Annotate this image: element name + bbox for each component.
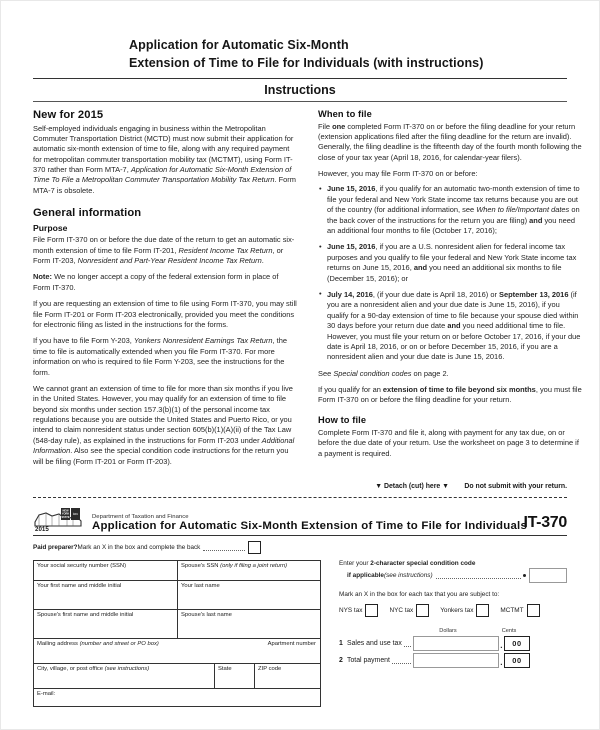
form-header-text (92, 514, 528, 533)
wtf-text-a: File (318, 121, 333, 131)
field-city[interactable] (34, 664, 214, 688)
purpose-italic-2: Nonresident and Part-Year Resident Income Tax Return (77, 256, 262, 266)
field-spouse-first-name[interactable] (34, 610, 177, 638)
qualify-bold: extension of time to file beyond six months (382, 385, 536, 395)
payment-section (339, 628, 530, 668)
line-label-sales-use-tax: Sales and use tax (347, 640, 402, 648)
bullet-1-bold-and: and (529, 215, 543, 225)
money-column-headers (339, 628, 530, 634)
purpose-text-c: . (261, 256, 264, 266)
bullet-3-text-c: you need additional time to file. However, you must file your return on or before October 17, 2016, if your due date is April 18, 2016, or on or before December 15, 2016, if you are a nonresident alien and your due date is June 15, 2016. (327, 321, 581, 362)
checkbox-yonkers-tax[interactable] (476, 604, 489, 617)
bullet-1-italic: When to file/Important dates (476, 205, 570, 215)
field-label-spouse-first-name: Spouse's first name and middle initial (37, 612, 134, 619)
dashed-cut-line (33, 497, 567, 498)
field-spouse-ssn[interactable] (177, 561, 320, 580)
form-title: Application for Automatic Six-Month Extension of Time to File for Individuals (92, 520, 528, 533)
new-for-italic-1: Application for Automatic Six-Month Extension of Time To File a Metropolitan Commuter Transportation Mobility Tax Return (33, 165, 292, 185)
detach-cut-here-label: ▼ Detach (cut) here ▼ (375, 483, 449, 491)
bullet-1-date: June 15, 2016 (327, 184, 376, 194)
purpose-text-b: , or Form IT-203, (33, 245, 284, 266)
see-scc-text-a: See (318, 368, 334, 378)
field-your-last-name[interactable] (177, 581, 320, 609)
line-item-sales-use-tax (339, 636, 530, 651)
qualify-text-b: , you must file Form IT-370 on or before the filing deadline for your return. (318, 385, 582, 405)
tax-label-nys: NYS tax (339, 607, 363, 615)
form-right-panel (321, 560, 567, 668)
taxpayer-fields-grid (33, 560, 321, 707)
bullet-2-text-a: , if you are a U.S. nonresident alien for federal income tax purposes and you qualify to file your federal and New York State income tax returns on June 15, 2016, (327, 242, 577, 273)
table-row (34, 664, 320, 689)
purpose-italic-1: Resident Income Tax Return (178, 245, 273, 255)
checkbox-mctmt[interactable] (527, 604, 540, 617)
instructions-divider (33, 101, 567, 102)
field-label-spouse-ssn: Spouse's SSN (181, 563, 221, 570)
field-your-first-name[interactable] (34, 581, 177, 609)
paragraph-when-to-file (318, 122, 582, 164)
field-label-apartment-number: Apartment number (267, 641, 316, 648)
bullet-dot-icon (523, 574, 526, 577)
leader-dots (203, 543, 245, 551)
y203-text-b: , the time to file is automatically extended when you file Form IT-370. For more information on who is required to file Form Y-203, see the instructions for the form. (33, 336, 287, 377)
beyond-text-b: . Also see the special condition code instructions for the return you will be filing (Form IT-201 or Form IT-203). (33, 446, 289, 466)
decimal-point: . (500, 641, 503, 651)
special-condition-line2 (339, 568, 567, 583)
table-row (34, 581, 320, 610)
field-spouse-last-name[interactable] (177, 610, 320, 638)
heading-how-to-file: How to file (318, 414, 367, 425)
paid-preparer-row (33, 541, 567, 554)
form-number-badge: IT-370 (523, 514, 567, 532)
see-scc-text-b: on page 2. (411, 368, 449, 378)
page-title (33, 37, 567, 73)
beyond-text-a: We cannot grant an extension of time to file for more than six months if you live in the United States. However, you may qualify for an extension of time to file beyond six months under section 157.3(b)(1) of the personal income tax regulations because you are outside the United States and Puerto Rico, or you intend to claim nonresident status under section 605(b)(1)(A)(ii) of the Tax Law (548-day rule), as explained in the instructions for Form IT-203 under (33, 383, 293, 445)
tax-checkbox-mctmt[interactable] (500, 604, 539, 617)
instructions-columns (33, 108, 582, 474)
svg-text:NEW: NEW (62, 509, 69, 513)
heading-general-information: General information (33, 207, 142, 220)
table-row (34, 639, 320, 664)
paragraph-new-for-2015 (33, 124, 297, 197)
checkbox-nys-tax[interactable] (365, 604, 378, 617)
tax-label-nyc: NYC tax (389, 607, 414, 615)
paid-preparer-checkbox[interactable] (248, 541, 261, 554)
field-zip-code[interactable] (254, 664, 320, 688)
y203-italic: Yonkers Nonresident Earnings Tax Return (133, 336, 273, 346)
purpose-text-a: File Form IT-370 on or before the due date of the return to get an automatic six-month extension of time to file Form IT-201, (33, 235, 295, 255)
special-condition-line1 (339, 560, 567, 567)
bullet-1-text-b: on the back cover of the instructions for the return you are filing) (327, 205, 580, 225)
paragraph-purpose (33, 235, 297, 266)
see-scc-italic: Special condition codes (333, 368, 412, 378)
field-mailing-address[interactable] (34, 639, 320, 663)
y203-text-a: If you have to file Form Y-203, (33, 336, 134, 346)
leader-dots (392, 656, 411, 664)
field-label-email: E-mail: (37, 691, 56, 698)
list-item (318, 242, 582, 284)
scc-if-applicable: if applicable (347, 572, 384, 580)
bullet-3-text-a: , (if your due date is April 18, 2016) or (372, 289, 499, 299)
tax-checkbox-nys[interactable] (339, 604, 378, 617)
field-label-your-first-name: Your first name and middle initial (37, 583, 122, 590)
field-label-zip-code: ZIP code (258, 666, 282, 673)
bullet-1-text-a: , if you qualify for an automatic two-month extension of time to file your federal and New York State income tax returns because you are out of the country (for additional information, see (327, 184, 580, 215)
mark-x-instruction: Mark an X in the box for each tax that you are subject to: (339, 591, 500, 599)
table-row (34, 689, 320, 706)
note-text: We no longer accept a copy of the federal extension form in place of Form IT-370. (33, 272, 279, 292)
field-state[interactable] (214, 664, 254, 688)
paragraph-y203 (33, 336, 297, 378)
wtf-text-b: completed Form IT-370 on or before the filing deadline for your return (extension applications filed after the filing deadline for the return are invalid). Generally, the filing deadline is the fifteenth day of the fourth month following the close of your tax year (April 18, 2016, for calendar-year filers). (318, 121, 582, 162)
bullet-1-text-c: you need an additional four months to file (October 17, 2016); (327, 215, 576, 236)
field-label-spouse-ssn-note: (only if filing a joint return) (220, 563, 288, 570)
field-label-city: City, village, or post office (37, 666, 105, 673)
bullet-3-bold-and: and (447, 321, 461, 331)
tax-label-yonkers: Yonkers tax (440, 607, 474, 615)
column-header-dollars: Dollars (439, 628, 457, 635)
list-item (318, 184, 582, 236)
decimal-point: . (500, 658, 503, 668)
field-label-mailing-address-note: (number and street or PO box) (79, 641, 159, 648)
special-condition-code-block (339, 560, 567, 583)
tax-type-checkboxes (339, 604, 567, 617)
wtf-bold-one: one (332, 121, 346, 131)
form-header-divider (33, 535, 567, 536)
document-title-block (33, 1, 567, 102)
column-header-cents: Cents (501, 628, 517, 635)
paragraph-beyond-six-months (33, 384, 297, 467)
heading-new-for-2015: New for 2015 (33, 108, 104, 121)
it370-form (33, 506, 567, 707)
right-instruction-column (318, 109, 582, 466)
paragraph-electronic-filing: If you are requesting an extension of time to file using Form IT-370, you may still file Form IT-201 or Form IT-203 electronically, provided you meet the conditions for electronic filing as listed in the instructions for the forms. (33, 299, 297, 329)
field-label-your-last-name: Your last name (181, 583, 220, 590)
table-row (34, 561, 320, 581)
tax-checkbox-yonkers[interactable] (440, 604, 489, 617)
svg-text:YORK: YORK (61, 512, 70, 516)
bullet-3-text-b: (if you are a nonresident alien and your due date is June 15, 2016), if you qualify for a 90-day extension of time to file because your spouse died within 30 days before your return due date (327, 289, 579, 331)
bullet-2-bold-and: and (413, 263, 428, 273)
left-instruction-column (33, 109, 297, 474)
svg-text:2015: 2015 (35, 526, 49, 533)
paid-preparer-label: Paid preparer? (33, 544, 78, 552)
bullet-3-date-1: July 14, 2016 (327, 289, 373, 299)
field-label-mailing-address: Mailing address (37, 641, 80, 648)
doc-title-line2: Extension of Time to File for Individuals (with instructions) (129, 55, 484, 70)
do-not-submit-label: Do not submit with your return. (464, 483, 567, 491)
new-york-state-logo-icon (33, 506, 85, 532)
line-label-total-payment: Total payment (347, 657, 390, 665)
scc-bold: 2-character special condition code (370, 560, 476, 568)
new-for-body-1: Self-employed individuals engaging in business within the Metropolitan Commuter Transportation District (MCTD) must now submit their application for automatic six-month extension of time to file, along with any required payment for metropolitan commuter transportation mobility tax (MCTMT), using Form IT-370 rather than Form MTA-7, (33, 123, 294, 175)
heading-when-to-file: When to file (318, 108, 372, 119)
line-number-2: 2 (339, 657, 343, 665)
paragraph-qualify-beyond (318, 385, 582, 406)
scc-see-instructions: (see instructions) (383, 572, 433, 580)
paragraph-how-to-file: Complete Form IT-370 and file it, along with payment for any tax due, on or before the due date of your return. Use the worksheet on page 3 to determine if a payment is required. (318, 427, 579, 458)
svg-text:tax: tax (73, 511, 78, 517)
input-sales-use-tax-dollars[interactable] (413, 636, 499, 651)
qualify-text-a: If you qualify for an (318, 385, 383, 395)
field-your-ssn[interactable] (34, 561, 177, 580)
when-to-file-bullets (318, 184, 582, 362)
note-label: Note: (33, 272, 53, 282)
detach-separator (33, 483, 567, 498)
field-label-state: State (218, 666, 232, 673)
field-label-spouse-last-name: Spouse's last name (181, 612, 232, 619)
paragraph-note (33, 272, 297, 293)
input-total-payment-cents[interactable]: 00 (504, 653, 530, 668)
scc-text-a: Enter your (339, 560, 371, 568)
doc-title-line1: Application for Automatic Six-Month (129, 38, 349, 52)
field-email[interactable] (34, 689, 320, 706)
leader-dots (404, 639, 411, 647)
leader-dots (436, 571, 521, 579)
table-row (34, 610, 320, 639)
bullet-3-date-2: September 13, 2016 (499, 289, 569, 299)
beyond-italic: Additional Information (33, 435, 295, 456)
form-body (33, 560, 567, 707)
bullet-2-text-c: you need an additional six months to file (December 15, 2016); or (327, 263, 562, 283)
field-label-city-note: (see instructions) (104, 666, 150, 673)
instructions-heading: Instructions (264, 82, 336, 97)
tax-checkbox-nyc[interactable] (389, 604, 429, 617)
new-for-body-2: . Form MTA-7 is obsolete. (33, 175, 296, 195)
paid-preparer-text: Mark an X in the box and complete the back (77, 544, 201, 552)
bullet-2-date: June 15, 2016 (327, 242, 376, 252)
svg-text:STATE: STATE (61, 515, 70, 519)
special-condition-code-input[interactable] (529, 568, 567, 583)
input-total-payment-dollars[interactable] (413, 653, 499, 668)
field-label-your-ssn: Your social security number (SSN) (37, 563, 127, 570)
list-item (318, 290, 582, 363)
paragraph-see-special-codes (318, 369, 582, 379)
line-item-total-payment (339, 653, 530, 668)
input-sales-use-tax-cents[interactable]: 00 (504, 636, 530, 651)
paragraph-however-may-file: However, you may file Form IT-370 on or before: (318, 169, 478, 179)
department-label: Department of Taxation and Finance (92, 514, 189, 521)
tax-label-mctmt: MCTMT (500, 607, 524, 615)
checkbox-nyc-tax[interactable] (416, 604, 429, 617)
line-number-1: 1 (339, 640, 343, 648)
form-header (33, 506, 567, 535)
heading-purpose: Purpose (33, 223, 68, 234)
